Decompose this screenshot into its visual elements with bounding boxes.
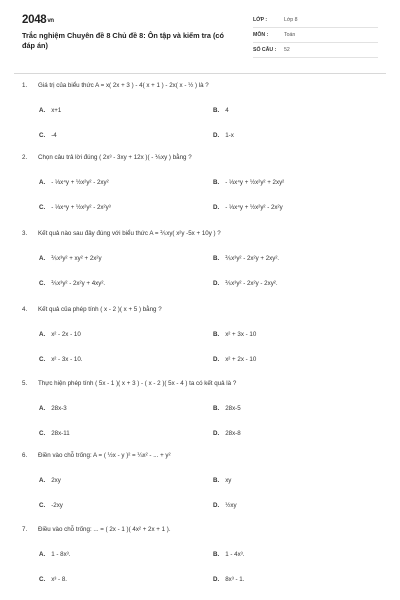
- question-number: 1.: [22, 82, 28, 89]
- question-number: 3.: [22, 230, 28, 237]
- option-text: x³ - 8.: [51, 576, 68, 583]
- option-letter: D.: [213, 356, 220, 363]
- option-text: ⅖x³y² - 2x²y - 2xy².: [225, 280, 278, 287]
- option-a[interactable]: [39, 405, 67, 412]
- option-text: 1 - 4x³.: [225, 551, 245, 558]
- option-c[interactable]: [39, 430, 70, 437]
- question-5: [0, 380, 400, 450]
- option-letter: A.: [39, 477, 46, 484]
- info-value: Lớp 8: [284, 17, 298, 23]
- option-b[interactable]: [213, 107, 229, 114]
- option-a[interactable]: [39, 477, 61, 484]
- option-b[interactable]: [213, 255, 279, 262]
- option-text: 1 - 8x³.: [51, 551, 71, 558]
- option-letter: C.: [39, 576, 46, 583]
- option-letter: A.: [39, 405, 46, 412]
- option-letter: D.: [213, 280, 220, 287]
- option-text: 28x-5: [225, 405, 241, 412]
- option-text: 28x-11: [51, 430, 70, 437]
- option-text: ⅖x³y² - 2x²y + 4xy².: [51, 280, 106, 287]
- site-logo[interactable]: [22, 14, 54, 26]
- option-letter: C.: [39, 280, 46, 287]
- option-text: - ⅓x⁴y + ½x²y² + 2xy²: [225, 179, 285, 186]
- option-letter: B.: [213, 107, 220, 114]
- option-text: 1-x: [225, 132, 234, 139]
- option-c[interactable]: [39, 132, 57, 139]
- option-text: 2xy: [51, 477, 61, 484]
- option-text: x² + 2x - 10: [225, 356, 257, 363]
- option-letter: A.: [39, 255, 46, 262]
- question-7: [0, 526, 400, 596]
- option-letter: C.: [39, 502, 46, 509]
- option-letter: A.: [39, 107, 46, 114]
- question-1: [0, 82, 400, 152]
- option-a[interactable]: [39, 255, 102, 262]
- option-b[interactable]: [213, 477, 231, 484]
- option-a[interactable]: [39, 107, 61, 114]
- option-b[interactable]: [213, 405, 241, 412]
- question-number: 6.: [22, 452, 28, 459]
- question-number: 4.: [22, 306, 28, 313]
- question-text: Chọn câu trả lời đúng ( 2x³ - 3xy + 12x )( - ⅙xy ) bằng ?: [38, 154, 192, 161]
- option-d[interactable]: [213, 356, 256, 363]
- question-6: [0, 452, 400, 522]
- question-text: Điền vào chỗ trống: A = ( ½x - y )² = ¼x² - ... + y²: [38, 452, 171, 459]
- logo-text: 2048: [22, 14, 47, 26]
- question-text: Điều vào chỗ trống: ... = ( 2x - 1 )( 4x² + 2x + 1 ).: [38, 526, 171, 533]
- option-d[interactable]: [213, 502, 237, 509]
- question-text: Giá trị của biểu thức A = x( 2x + 3 ) - 4( x + 1 ) - 2x( x - ½ ) là ?: [38, 82, 209, 89]
- option-letter: C.: [39, 132, 46, 139]
- question-number: 7.: [22, 526, 28, 533]
- info-label: SỐ CÂU :: [253, 47, 277, 53]
- option-letter: D.: [213, 204, 220, 211]
- option-letter: C.: [39, 430, 46, 437]
- option-c[interactable]: [39, 356, 82, 363]
- info-label: LỚP :: [253, 17, 268, 23]
- info-row-class: [253, 14, 378, 28]
- option-c[interactable]: [39, 280, 105, 287]
- option-letter: A.: [39, 331, 46, 338]
- option-letter: B.: [213, 477, 220, 484]
- option-d[interactable]: [213, 576, 244, 583]
- info-value: 52: [284, 47, 290, 53]
- option-text: - ⅓x⁴y + ½x²y² - 2xy²: [51, 179, 109, 186]
- option-text: xy: [225, 477, 232, 484]
- question-3: [0, 230, 400, 300]
- option-letter: D.: [213, 430, 220, 437]
- info-row-count: [253, 44, 378, 58]
- option-b[interactable]: [213, 551, 244, 558]
- option-text: x² + 3x - 10: [225, 331, 257, 338]
- option-text: ⅖x³y² - 2x²y + 2xy².: [225, 255, 280, 262]
- option-letter: B.: [213, 179, 220, 186]
- option-text: - ⅓x⁴y + ½x²y² - 2x²y: [225, 204, 283, 211]
- option-letter: B.: [213, 551, 220, 558]
- option-letter: C.: [39, 204, 46, 211]
- option-text: - ⅓x⁴y + ½x²y² - 2x²y³: [51, 204, 111, 211]
- question-number: 2.: [22, 154, 28, 161]
- option-letter: D.: [213, 502, 220, 509]
- option-b[interactable]: [213, 179, 284, 186]
- option-text: -4: [51, 132, 57, 139]
- option-text: 8x³ - 1.: [225, 576, 245, 583]
- option-d[interactable]: [213, 430, 241, 437]
- page-title: Trắc nghiệm Chuyên đề 8 Chủ đề 8: Ôn tập và kiểm tra (có đáp án): [22, 31, 224, 50]
- option-d[interactable]: [213, 132, 234, 139]
- header-divider: [14, 73, 386, 74]
- option-letter: D.: [213, 576, 220, 583]
- question-4: [0, 306, 400, 376]
- option-letter: A.: [39, 179, 46, 186]
- option-text: ½xy: [225, 502, 237, 509]
- option-c[interactable]: [39, 576, 67, 583]
- option-text: 28x-3: [51, 405, 67, 412]
- question-text: Kết quả của phép tính ( x - 2 )( x + 5 ) bằng ?: [38, 306, 162, 313]
- option-text: x+1: [51, 107, 62, 114]
- option-letter: D.: [213, 132, 220, 139]
- question-2: [0, 154, 400, 224]
- page-header: [0, 0, 400, 70]
- option-letter: C.: [39, 356, 46, 363]
- option-d[interactable]: [213, 204, 283, 211]
- option-c[interactable]: [39, 204, 111, 211]
- logo-suffix: vn: [47, 18, 54, 24]
- option-text: -2xy: [51, 502, 63, 509]
- option-letter: B.: [213, 405, 220, 412]
- info-row-subject: [253, 29, 378, 43]
- option-text: x² - 2x - 10: [51, 331, 81, 338]
- option-c[interactable]: [39, 502, 63, 509]
- option-a[interactable]: [39, 551, 70, 558]
- question-text: Kết quả nào sau đây đúng với biểu thức A = ⅖xy( x²y -5x + 10y ) ?: [38, 230, 221, 237]
- question-text: Thực hiện phép tính ( 5x - 1 )( x + 3 ) - ( x - 2 )( 5x - 4 ) ta có kết quả là ?: [38, 380, 237, 387]
- option-text: x² - 3x - 10.: [51, 356, 83, 363]
- option-a[interactable]: [39, 331, 81, 338]
- option-letter: B.: [213, 331, 220, 338]
- option-d[interactable]: [213, 280, 278, 287]
- question-number: 5.: [22, 380, 28, 387]
- option-letter: B.: [213, 255, 220, 262]
- option-letter: A.: [39, 551, 46, 558]
- info-value: Toán: [284, 32, 296, 38]
- option-text: 4: [225, 107, 229, 114]
- option-text: ⅖x³y² + xy² + 2x²y: [51, 255, 102, 262]
- option-a[interactable]: [39, 179, 109, 186]
- info-label: MÔN :: [253, 32, 269, 38]
- option-b[interactable]: [213, 331, 256, 338]
- option-text: 28x-8: [225, 430, 241, 437]
